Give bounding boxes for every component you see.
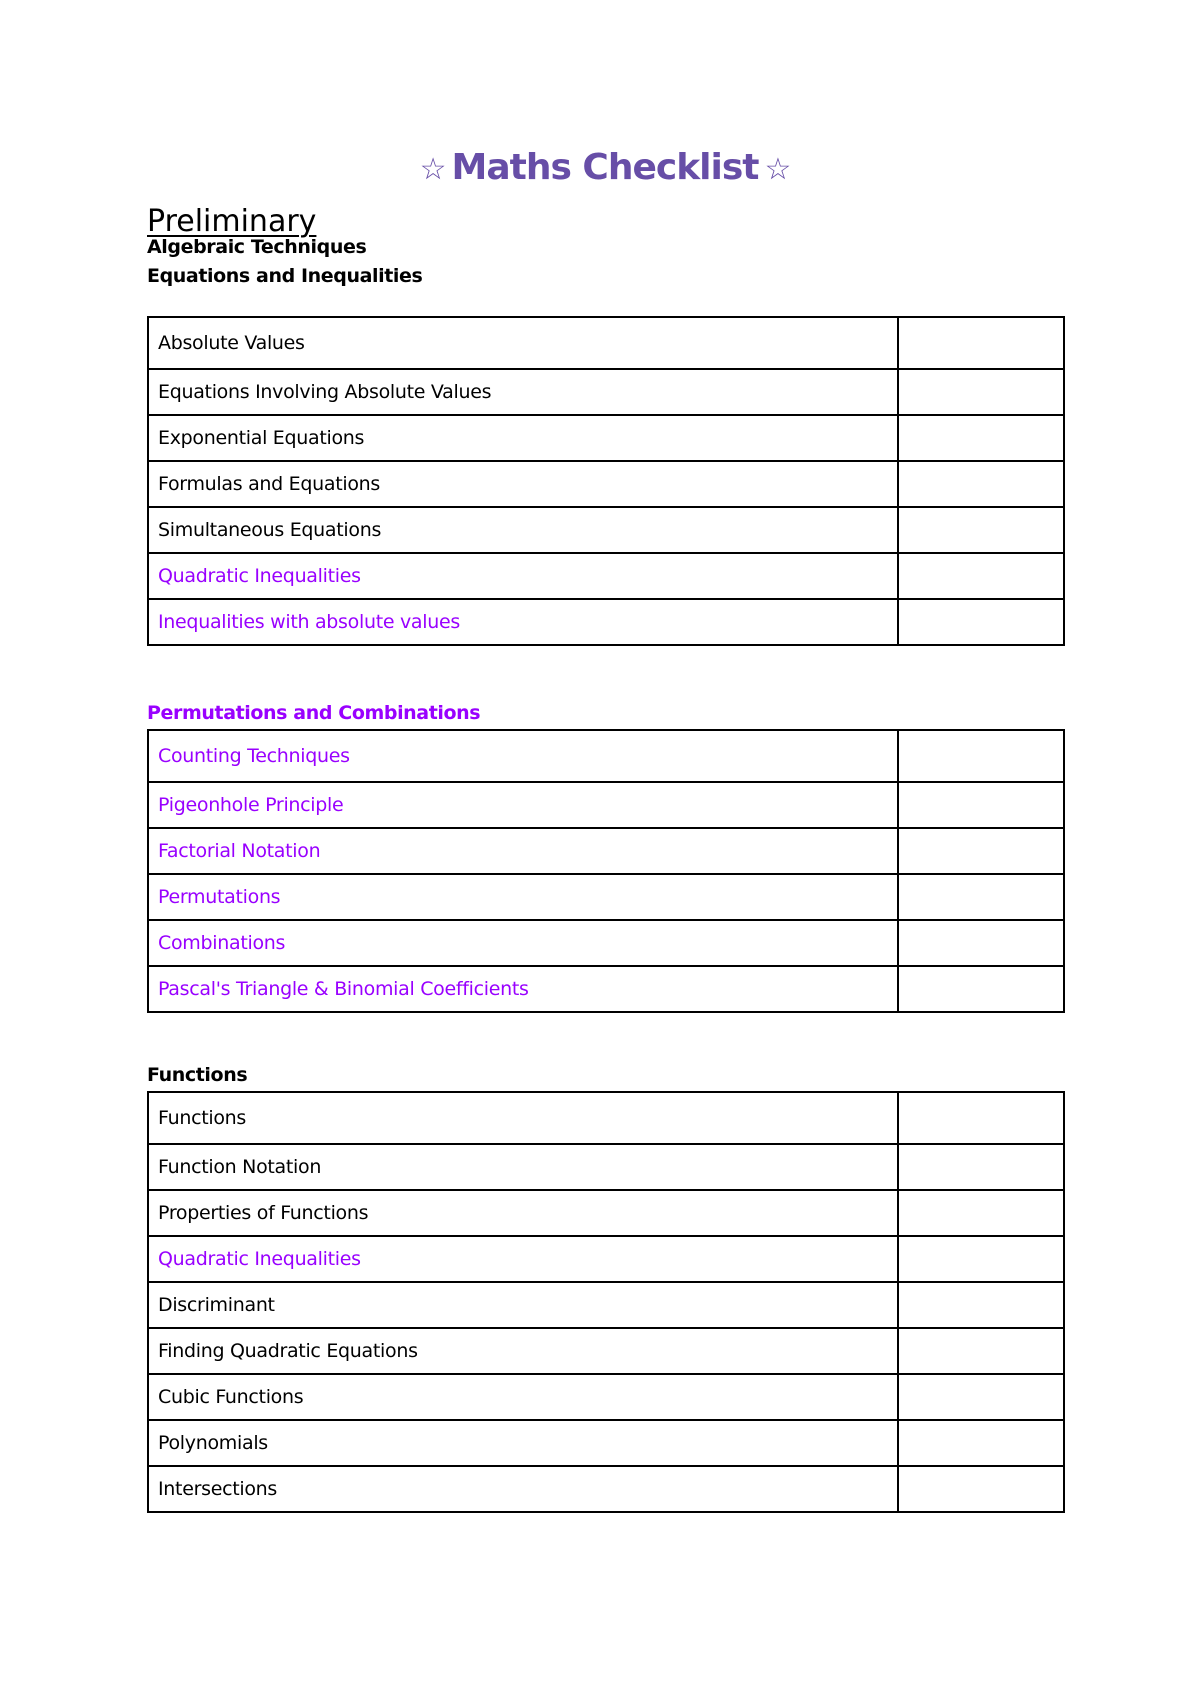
checklist-row (148, 874, 1064, 920)
subheading-permutations-combinations: Permutations and Combinations (147, 702, 481, 724)
checklist-row (148, 507, 1064, 553)
checklist-checkbox-cell[interactable] (898, 553, 1064, 599)
page-title (147, 144, 1063, 194)
checklist-row (148, 1374, 1064, 1420)
checklist-checkbox-cell[interactable] (898, 317, 1064, 369)
checklist-topic-cell: Function Notation (148, 1144, 898, 1190)
checklist-topic-cell: Combinations (148, 920, 898, 966)
checklist-row (148, 317, 1064, 369)
checklist-topic-cell: Properties of Functions (148, 1190, 898, 1236)
checklist-checkbox-cell[interactable] (898, 828, 1064, 874)
checklist-topic-cell: Formulas and Equations (148, 461, 898, 507)
checklist-checkbox-cell[interactable] (898, 782, 1064, 828)
checklist-row (148, 1092, 1064, 1144)
checklist-topic-cell: Factorial Notation (148, 828, 898, 874)
checklist-row (148, 553, 1064, 599)
checklist-table-equations (147, 316, 1065, 646)
checklist-topic-cell: Pascal's Triangle & Binomial Coefficients (148, 966, 898, 1012)
checklist-topic-cell: Inequalities with absolute values (148, 599, 898, 645)
checklist-topic-cell: Counting Techniques (148, 730, 898, 782)
checklist-checkbox-cell[interactable] (898, 874, 1064, 920)
checklist-row (148, 730, 1064, 782)
checklist-checkbox-cell[interactable] (898, 1466, 1064, 1512)
checklist-checkbox-cell[interactable] (898, 461, 1064, 507)
checklist-checkbox-cell[interactable] (898, 1420, 1064, 1466)
section-heading-preliminary: Preliminary (147, 204, 317, 239)
checklist-topic-cell: Simultaneous Equations (148, 507, 898, 553)
checklist-row (148, 1190, 1064, 1236)
checklist-row (148, 369, 1064, 415)
checklist-table-functions (147, 1091, 1065, 1513)
checklist-row (148, 415, 1064, 461)
checklist-checkbox-cell[interactable] (898, 1236, 1064, 1282)
checklist-row (148, 1420, 1064, 1466)
star-icon: ☆ (764, 152, 791, 187)
checklist-checkbox-cell[interactable] (898, 1190, 1064, 1236)
checklist-checkbox-cell[interactable] (898, 920, 1064, 966)
checklist-checkbox-cell[interactable] (898, 1282, 1064, 1328)
checklist-table-permutations (147, 729, 1065, 1013)
checklist-checkbox-cell[interactable] (898, 1144, 1064, 1190)
checklist-checkbox-cell[interactable] (898, 599, 1064, 645)
star-icon: ☆ (419, 152, 446, 187)
checklist-topic-cell: Permutations (148, 874, 898, 920)
checklist-topic-cell: Finding Quadratic Equations (148, 1328, 898, 1374)
page-title-text: Maths Checklist (451, 147, 759, 188)
checklist-topic-cell: Cubic Functions (148, 1374, 898, 1420)
checklist-topic-cell: Exponential Equations (148, 415, 898, 461)
checklist-checkbox-cell[interactable] (898, 966, 1064, 1012)
checklist-topic-cell: Pigeonhole Principle (148, 782, 898, 828)
checklist-row (148, 1328, 1064, 1374)
checklist-checkbox-cell[interactable] (898, 415, 1064, 461)
checklist-row (148, 920, 1064, 966)
checklist-checkbox-cell[interactable] (898, 730, 1064, 782)
checklist-checkbox-cell[interactable] (898, 507, 1064, 553)
checklist-row (148, 599, 1064, 645)
checklist-topic-cell: Functions (148, 1092, 898, 1144)
checklist-row (148, 966, 1064, 1012)
checklist-topic-cell: Quadratic Inequalities (148, 553, 898, 599)
checklist-row (148, 828, 1064, 874)
checklist-checkbox-cell[interactable] (898, 1092, 1064, 1144)
checklist-checkbox-cell[interactable] (898, 1374, 1064, 1420)
checklist-topic-cell: Absolute Values (148, 317, 898, 369)
checklist-row (148, 782, 1064, 828)
checklist-topic-cell: Discriminant (148, 1282, 898, 1328)
checklist-row (148, 1144, 1064, 1190)
checklist-checkbox-cell[interactable] (898, 369, 1064, 415)
checklist-row (148, 1282, 1064, 1328)
checklist-row (148, 461, 1064, 507)
checklist-topic-cell: Equations Involving Absolute Values (148, 369, 898, 415)
checklist-checkbox-cell[interactable] (898, 1328, 1064, 1374)
checklist-topic-cell: Polynomials (148, 1420, 898, 1466)
checklist-topic-cell: Intersections (148, 1466, 898, 1512)
checklist-row (148, 1236, 1064, 1282)
subheading-equations-inequalities: Equations and Inequalities (147, 265, 423, 287)
subheading-functions: Functions (147, 1064, 248, 1086)
subheading-algebraic-techniques: Algebraic Techniques (147, 236, 367, 258)
checklist-row (148, 1466, 1064, 1512)
checklist-topic-cell: Quadratic Inequalities (148, 1236, 898, 1282)
